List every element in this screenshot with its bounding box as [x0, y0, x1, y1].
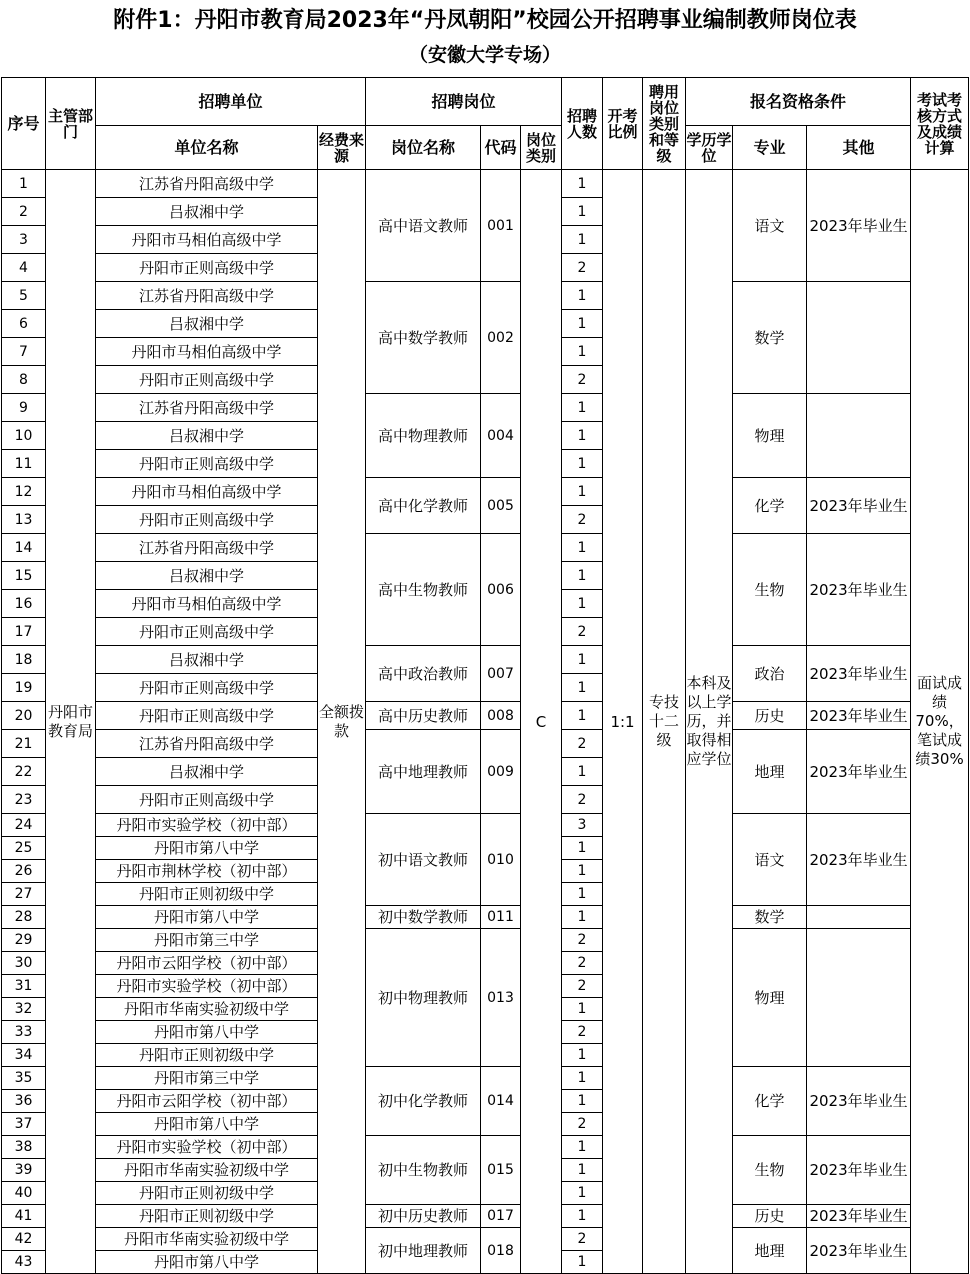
recruit-count: 1	[562, 450, 603, 478]
header-major: 专业	[733, 126, 807, 170]
page-title: 附件1：丹阳市教育局2023年“丹凤朝阳”校园公开招聘事业编制教师岗位表	[113, 8, 857, 33]
row-seq: 38	[2, 1136, 46, 1159]
row-seq: 8	[2, 366, 46, 394]
row-seq: 25	[2, 837, 46, 860]
header-grade: 聘用岗位类别和等级	[643, 78, 686, 170]
recruit-count: 1	[562, 1044, 603, 1067]
other-cell: 2023年毕业生	[807, 534, 911, 646]
recruit-count: 2	[562, 1113, 603, 1136]
dept-cell: 丹阳市教育局	[46, 170, 96, 1274]
table-row	[2, 1205, 969, 1228]
unit-name: 吕叔湘中学	[96, 310, 318, 338]
unit-name: 丹阳市正则高级中学	[96, 366, 318, 394]
post-name: 高中政治教师	[366, 646, 481, 702]
major-cell: 语文	[733, 170, 807, 282]
other-cell: 2023年毕业生	[807, 814, 911, 906]
unit-name: 江苏省丹阳高级中学	[96, 170, 318, 198]
unit-name: 江苏省丹阳高级中学	[96, 282, 318, 310]
row-seq: 13	[2, 506, 46, 534]
other-cell: 2023年毕业生	[807, 170, 911, 282]
row-seq: 22	[2, 758, 46, 786]
post-name: 高中物理教师	[366, 394, 481, 478]
recruit-count: 1	[562, 1251, 603, 1274]
unit-name: 丹阳市华南实验初级中学	[96, 998, 318, 1021]
table-row	[2, 814, 969, 837]
recruit-count: 2	[562, 366, 603, 394]
unit-name: 江苏省丹阳高级中学	[96, 534, 318, 562]
unit-name: 丹阳市第八中学	[96, 906, 318, 929]
post-code: 001	[481, 170, 521, 282]
unit-name: 丹阳市正则高级中学	[96, 254, 318, 282]
unit-name: 丹阳市第三中学	[96, 1067, 318, 1090]
table-row	[2, 929, 969, 952]
exam-cell: 面试成绩70%，笔试成绩30%	[911, 170, 969, 1274]
post-code: 017	[481, 1205, 521, 1228]
recruit-count: 3	[562, 814, 603, 837]
recruit-count: 1	[562, 422, 603, 450]
row-seq: 5	[2, 282, 46, 310]
header-edu: 学历学位	[686, 126, 733, 170]
recruit-count: 1	[562, 534, 603, 562]
unit-name: 丹阳市第八中学	[96, 1021, 318, 1044]
major-cell: 化学	[733, 478, 807, 534]
table-row	[2, 1136, 969, 1159]
major-cell: 地理	[733, 730, 807, 814]
major-cell: 数学	[733, 906, 807, 929]
major-cell: 历史	[733, 1205, 807, 1228]
post-name: 初中地理教师	[366, 1228, 481, 1274]
unit-name: 丹阳市正则高级中学	[96, 450, 318, 478]
post-code: 013	[481, 929, 521, 1067]
table-row	[2, 730, 969, 758]
row-seq: 3	[2, 226, 46, 254]
recruit-count: 2	[562, 506, 603, 534]
major-cell: 政治	[733, 646, 807, 702]
recruitment-table	[1, 77, 969, 1274]
header-post-group: 招聘岗位	[366, 78, 562, 126]
unit-name: 丹阳市实验学校（初中部）	[96, 975, 318, 998]
post-code: 006	[481, 534, 521, 646]
recruit-count: 1	[562, 1067, 603, 1090]
post-code: 014	[481, 1067, 521, 1136]
ratio-cell: 1:1	[603, 170, 643, 1274]
row-seq: 7	[2, 338, 46, 366]
post-name: 初中语文教师	[366, 814, 481, 906]
row-seq: 31	[2, 975, 46, 998]
page-subtitle: （安徽大学专场）	[408, 44, 561, 66]
major-cell: 历史	[733, 702, 807, 730]
row-seq: 30	[2, 952, 46, 975]
unit-name: 丹阳市第八中学	[96, 1251, 318, 1274]
recruit-count: 1	[562, 1182, 603, 1205]
row-seq: 28	[2, 906, 46, 929]
recruit-count: 1	[562, 674, 603, 702]
row-seq: 24	[2, 814, 46, 837]
row-seq: 33	[2, 1021, 46, 1044]
recruit-count: 1	[562, 394, 603, 422]
major-cell: 语文	[733, 814, 807, 906]
unit-name: 丹阳市第八中学	[96, 837, 318, 860]
post-name: 高中历史教师	[366, 702, 481, 730]
funding-cell: 全额拨款	[318, 170, 366, 1274]
row-seq: 4	[2, 254, 46, 282]
major-cell: 化学	[733, 1067, 807, 1136]
table-header	[2, 78, 969, 170]
unit-name: 丹阳市正则初级中学	[96, 1044, 318, 1067]
major-cell: 数学	[733, 282, 807, 394]
row-seq: 27	[2, 883, 46, 906]
recruit-count: 1	[562, 226, 603, 254]
row-seq: 2	[2, 198, 46, 226]
recruit-count: 1	[562, 702, 603, 730]
unit-name: 丹阳市正则初级中学	[96, 1205, 318, 1228]
post-name: 高中数学教师	[366, 282, 481, 394]
row-seq: 20	[2, 702, 46, 730]
recruit-count: 2	[562, 254, 603, 282]
header-post-name: 岗位名称	[366, 126, 481, 170]
unit-name: 丹阳市云阳学校（初中部）	[96, 952, 318, 975]
post-name: 高中生物教师	[366, 534, 481, 646]
other-cell: 2023年毕业生	[807, 478, 911, 534]
unit-name: 丹阳市荆林学校（初中部）	[96, 860, 318, 883]
unit-name: 丹阳市正则初级中学	[96, 1182, 318, 1205]
post-name: 初中化学教师	[366, 1067, 481, 1136]
post-code: 011	[481, 906, 521, 929]
unit-name: 丹阳市正则初级中学	[96, 883, 318, 906]
header-post-type: 岗位类别	[521, 126, 562, 170]
unit-name: 丹阳市正则高级中学	[96, 702, 318, 730]
unit-name: 吕叔湘中学	[96, 422, 318, 450]
post-code: 008	[481, 702, 521, 730]
recruit-count: 1	[562, 883, 603, 906]
unit-name: 丹阳市华南实验初级中学	[96, 1228, 318, 1251]
recruit-count: 1	[562, 198, 603, 226]
row-seq: 34	[2, 1044, 46, 1067]
header-seq: 序号	[2, 78, 46, 170]
unit-name: 吕叔湘中学	[96, 758, 318, 786]
recruit-count: 1	[562, 837, 603, 860]
recruit-count: 1	[562, 906, 603, 929]
post-code: 015	[481, 1136, 521, 1205]
table-row	[2, 478, 969, 506]
row-seq: 36	[2, 1090, 46, 1113]
major-cell: 生物	[733, 1136, 807, 1205]
table-row	[2, 1067, 969, 1090]
post-code: 018	[481, 1228, 521, 1274]
row-seq: 15	[2, 562, 46, 590]
other-cell: 2023年毕业生	[807, 1205, 911, 1228]
major-cell: 物理	[733, 929, 807, 1067]
unit-name: 丹阳市第八中学	[96, 1113, 318, 1136]
recruit-count: 2	[562, 786, 603, 814]
unit-name: 丹阳市实验学校（初中部）	[96, 814, 318, 837]
other-cell: 2023年毕业生	[807, 702, 911, 730]
post-code: 007	[481, 646, 521, 702]
table-row	[2, 1228, 969, 1251]
edu-cell: 本科及以上学历，并取得相应学位	[686, 170, 733, 1274]
other-cell	[807, 282, 911, 394]
row-seq: 32	[2, 998, 46, 1021]
table-row	[2, 394, 969, 422]
post-name: 初中生物教师	[366, 1136, 481, 1205]
recruit-count: 1	[562, 478, 603, 506]
header-dept: 主管部门	[46, 78, 96, 170]
unit-name: 丹阳市第三中学	[96, 929, 318, 952]
table-row	[2, 646, 969, 674]
row-seq: 26	[2, 860, 46, 883]
unit-name: 丹阳市云阳学校（初中部）	[96, 1090, 318, 1113]
post-name: 高中地理教师	[366, 730, 481, 814]
unit-name: 吕叔湘中学	[96, 562, 318, 590]
unit-name: 丹阳市正则高级中学	[96, 506, 318, 534]
post-name: 初中物理教师	[366, 929, 481, 1067]
recruit-count: 1	[562, 1159, 603, 1182]
post-name: 高中语文教师	[366, 170, 481, 282]
header-code: 代码	[481, 126, 521, 170]
header-exam: 考试考核方式及成绩计算	[911, 78, 969, 170]
other-cell: 2023年毕业生	[807, 730, 911, 814]
unit-name: 江苏省丹阳高级中学	[96, 394, 318, 422]
recruit-count: 1	[562, 860, 603, 883]
major-cell: 物理	[733, 394, 807, 478]
post-code: 010	[481, 814, 521, 906]
row-seq: 23	[2, 786, 46, 814]
unit-name: 丹阳市马相伯高级中学	[96, 478, 318, 506]
recruit-count: 2	[562, 1228, 603, 1251]
recruit-count: 1	[562, 758, 603, 786]
recruit-count: 1	[562, 646, 603, 674]
unit-name: 丹阳市正则高级中学	[96, 674, 318, 702]
unit-name: 丹阳市马相伯高级中学	[96, 338, 318, 366]
post-type-cell: C	[521, 170, 562, 1274]
post-code: 002	[481, 282, 521, 394]
row-seq: 16	[2, 590, 46, 618]
unit-name: 吕叔湘中学	[96, 646, 318, 674]
recruit-count: 1	[562, 1090, 603, 1113]
post-code: 005	[481, 478, 521, 534]
unit-name: 吕叔湘中学	[96, 198, 318, 226]
header-unit-group: 招聘单位	[96, 78, 366, 126]
other-cell: 2023年毕业生	[807, 1228, 911, 1274]
post-code: 009	[481, 730, 521, 814]
table-row	[2, 170, 969, 198]
other-cell	[807, 394, 911, 478]
row-seq: 11	[2, 450, 46, 478]
row-seq: 10	[2, 422, 46, 450]
recruit-count: 2	[562, 952, 603, 975]
grade-cell: 专技十二级	[643, 170, 686, 1274]
recruit-count: 2	[562, 618, 603, 646]
header-unit-name: 单位名称	[96, 126, 318, 170]
major-cell: 生物	[733, 534, 807, 646]
recruit-count: 1	[562, 282, 603, 310]
table-body	[2, 170, 969, 1274]
row-seq: 37	[2, 1113, 46, 1136]
post-code: 004	[481, 394, 521, 478]
unit-name: 丹阳市马相伯高级中学	[96, 226, 318, 254]
row-seq: 9	[2, 394, 46, 422]
other-cell	[807, 906, 911, 929]
row-seq: 6	[2, 310, 46, 338]
table-row	[2, 702, 969, 730]
row-seq: 39	[2, 1159, 46, 1182]
row-seq: 21	[2, 730, 46, 758]
row-seq: 12	[2, 478, 46, 506]
recruit-count: 1	[562, 1205, 603, 1228]
recruit-count: 1	[562, 998, 603, 1021]
row-seq: 18	[2, 646, 46, 674]
unit-name: 江苏省丹阳高级中学	[96, 730, 318, 758]
header-qual-group: 报名资格条件	[686, 78, 911, 126]
row-seq: 43	[2, 1251, 46, 1274]
header-other: 其他	[807, 126, 911, 170]
row-seq: 35	[2, 1067, 46, 1090]
recruit-count: 1	[562, 1136, 603, 1159]
recruit-count: 2	[562, 975, 603, 998]
row-seq: 17	[2, 618, 46, 646]
unit-name: 丹阳市正则高级中学	[96, 786, 318, 814]
recruit-count: 1	[562, 562, 603, 590]
post-name: 初中数学教师	[366, 906, 481, 929]
post-name: 高中化学教师	[366, 478, 481, 534]
header-ratio: 开考比例	[603, 78, 643, 170]
recruit-count: 2	[562, 730, 603, 758]
unit-name: 丹阳市正则高级中学	[96, 618, 318, 646]
recruit-count: 1	[562, 590, 603, 618]
row-seq: 40	[2, 1182, 46, 1205]
recruit-count: 1	[562, 338, 603, 366]
row-seq: 1	[2, 170, 46, 198]
other-cell: 2023年毕业生	[807, 646, 911, 702]
header-funding: 经费来源	[318, 126, 366, 170]
unit-name: 丹阳市实验学校（初中部）	[96, 1136, 318, 1159]
recruit-count: 2	[562, 929, 603, 952]
header-count: 招聘人数	[562, 78, 603, 170]
other-cell: 2023年毕业生	[807, 1067, 911, 1136]
post-name: 初中历史教师	[366, 1205, 481, 1228]
recruit-count: 1	[562, 170, 603, 198]
recruit-count: 2	[562, 1021, 603, 1044]
row-seq: 19	[2, 674, 46, 702]
unit-name: 丹阳市马相伯高级中学	[96, 590, 318, 618]
row-seq: 42	[2, 1228, 46, 1251]
table-row	[2, 534, 969, 562]
table-row	[2, 282, 969, 310]
other-cell	[807, 929, 911, 1067]
major-cell: 地理	[733, 1228, 807, 1274]
other-cell: 2023年毕业生	[807, 1136, 911, 1205]
row-seq: 41	[2, 1205, 46, 1228]
recruit-count: 1	[562, 310, 603, 338]
table-row	[2, 906, 969, 929]
row-seq: 14	[2, 534, 46, 562]
row-seq: 29	[2, 929, 46, 952]
unit-name: 丹阳市华南实验初级中学	[96, 1159, 318, 1182]
